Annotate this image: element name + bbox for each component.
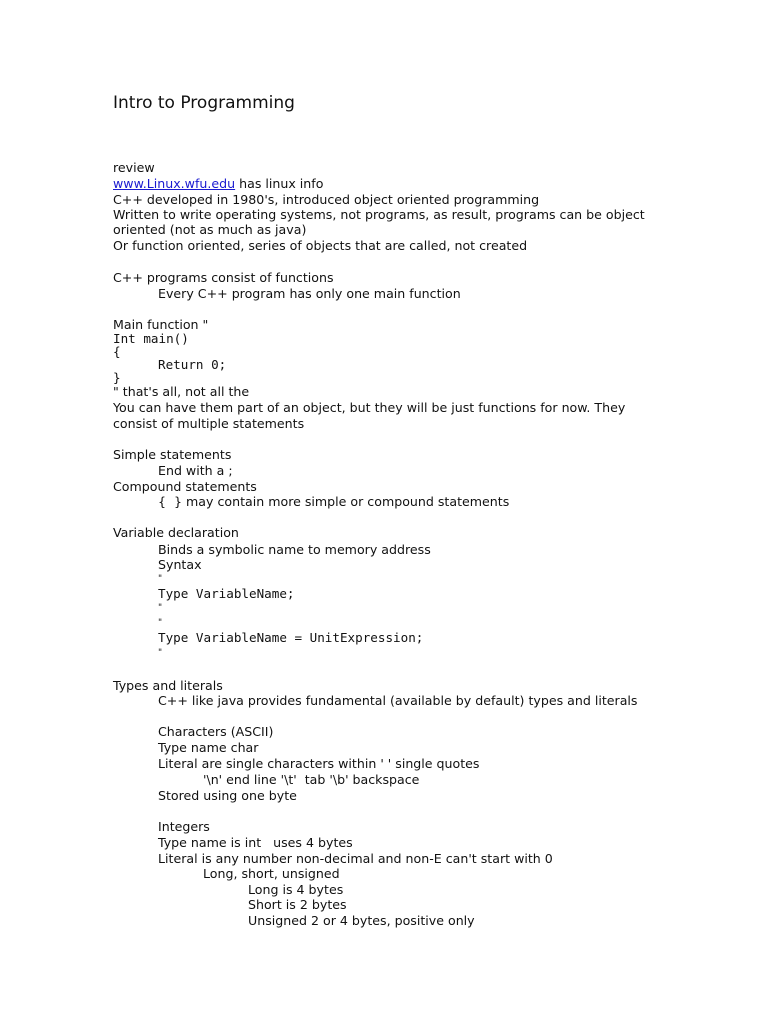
text-line: " that's all, not all the (113, 384, 250, 399)
page-title: Intro to Programming (113, 93, 295, 113)
text-line: C++ developed in 1980's, introduced object oriented programming (113, 192, 540, 207)
text-line: Long, short, unsigned (203, 866, 340, 881)
text-line: C++ like java provides fundamental (available by default) types and literals (158, 693, 638, 708)
code-line: Return 0; (158, 357, 227, 372)
quote-mark: " (158, 648, 163, 658)
text-line: You can have them part of an object, but they will be just functions for now. They (113, 400, 626, 415)
text-line: C++ programs consist of functions (113, 270, 334, 285)
text-line: { } may contain more simple or compound statements (158, 494, 510, 509)
text-line: '\n' end line '\t' tab '\b' backspace (203, 772, 420, 787)
characters-heading: Characters (ASCII) (158, 724, 274, 739)
linux-wfu-link[interactable]: www.Linux.wfu.edu (113, 176, 236, 191)
variable-declaration-heading: Variable declaration (113, 525, 239, 540)
review-link-line (113, 176, 323, 192)
types-heading: Types and literals (113, 678, 223, 693)
text-line: oriented (not as much as java) (113, 222, 307, 237)
quote-mark: " (158, 603, 163, 613)
text-line: Literal are single characters within ' ' single quotes (158, 756, 480, 771)
text-line: End with a ; (158, 463, 233, 478)
text-line: Type name char (158, 740, 259, 755)
text-line: Binds a symbolic name to memory address (158, 542, 431, 557)
code-line: Int main() (113, 331, 189, 346)
text-line: Syntax (158, 557, 202, 572)
text-line: Literal is any number non-decimal and non-E can't start with 0 (158, 851, 553, 866)
text-line: Type name is int uses 4 bytes (158, 835, 353, 850)
text-line: Written to write operating systems, not programs, as result, programs can be object (113, 207, 645, 222)
text-line: Or function oriented, series of objects that are called, not created (113, 238, 528, 253)
compound-statements-heading: Compound statements (113, 479, 257, 494)
review-heading: review (113, 160, 155, 175)
text-line: Every C++ program has only one main function (158, 286, 461, 301)
integers-heading: Integers (158, 819, 210, 834)
simple-statements-heading: Simple statements (113, 447, 232, 462)
text-line: consist of multiple statements (113, 416, 305, 431)
quote-mark: " (158, 618, 163, 628)
text-line: Short is 2 bytes (248, 897, 347, 912)
code-line: } (113, 370, 121, 385)
code-line: Type VariableName = UnitExpression; (158, 630, 424, 645)
quote-mark: " (158, 574, 163, 584)
main-function-heading: Main function " (113, 317, 209, 332)
code-line: Type VariableName; (158, 586, 295, 601)
code-line: { (113, 344, 121, 359)
text-line: Stored using one byte (158, 788, 297, 803)
text-line: Unsigned 2 or 4 bytes, positive only (248, 913, 475, 928)
text-line: Long is 4 bytes (248, 882, 344, 897)
link-suffix: has linux info (235, 176, 324, 191)
